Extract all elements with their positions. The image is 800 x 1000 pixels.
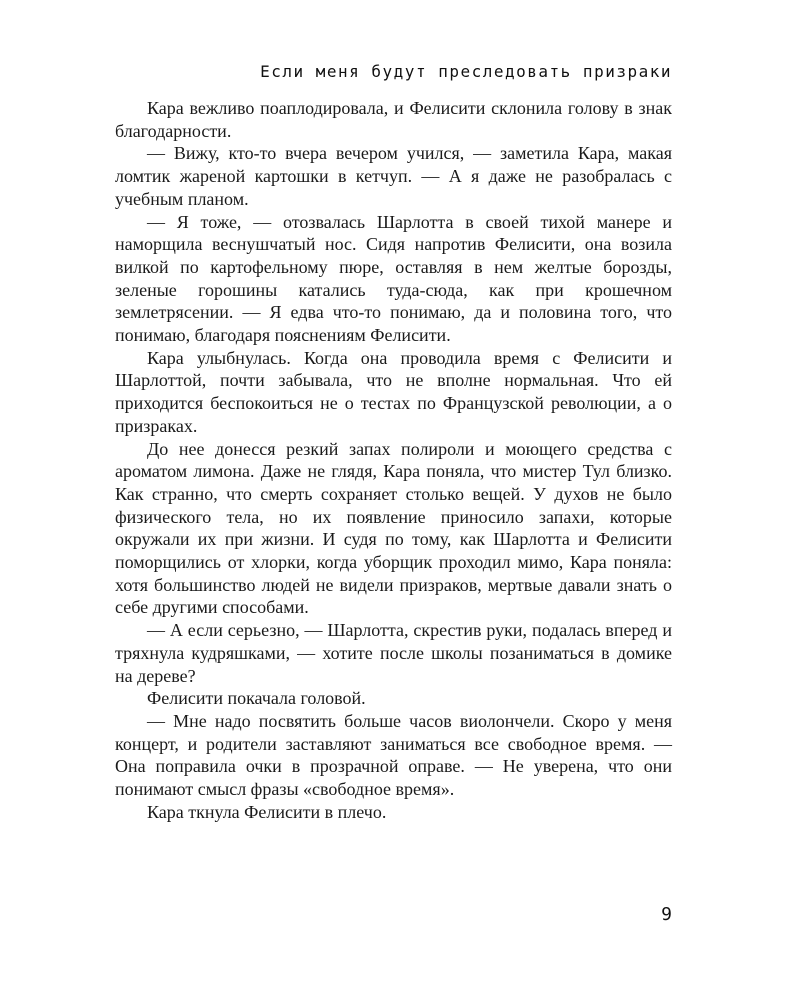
paragraph-6: — А если серьезно, — Шарлотта, скрестив руки, подалась вперед и тряхнула кудряшками, — хотите после школы позаниматься в домике на дереве? — [115, 620, 672, 686]
paragraph-3: — Я тоже, — отозвалась Шарлотта в своей тихой манере и наморщила веснушчатый нос. Сидя напротив Фелисити, она возила вилкой по картофельному пюре, оставляя в нем желтые борозды, зеленые горошины катались туда-сюда, как при крошечном землетрясении. — Я едва что-то понимаю, да и половина того, что понимаю, благодаря пояснениям Фелисити. — [115, 211, 672, 346]
paragraph-9: Кара ткнула Фелисити в плечо. — [147, 801, 387, 822]
paragraph-5: До нее донесся резкий запах полироли и моющего средства с ароматом лимона. Даже не глядя, Кара поняла, что мистер Тул близко. Как странно, что смерть сохраняет столько вещей. У духов не было физического тела, но их появление приносило запахи, которые окружали их при жизни. И судя по тому, как Шарлотта и Фелисити поморщились от хлорки, когда уборщик проходил мимо, Кара поняла: хотя большинство людей не видели призраков, мертвые давали знать о себе другими способами. — [115, 438, 672, 618]
paragraph-4: Кара улыбнулась. Когда она проводила время с Фелисити и Шарлоттой, почти забывала, что не вполне нормальная. Что ей приходится беспокоиться не о тестах по Французской революции, а о призраках. — [115, 347, 672, 436]
paragraph-2: — Вижу, кто-то вчера вечером учился, — заметила Кара, макая ломтик жареной картошки в кетчуп. — А я даже не разобралась с учебным планом. — [115, 143, 672, 209]
paragraph-8: — Мне надо посвятить больше часов виолончели. Скоро у меня концерт, и родители заставляют заниматься все свободное время. — Она поправила очки в прозрачной оправе. — Не уверена, что они понимают смысл фразы «свободное время». — [115, 710, 672, 800]
paragraph-1: Кара вежливо поаплодировала, и Фелисити склонила голову в знак благодарности. — [115, 98, 672, 141]
paragraph-7: Фелисити покачала головой. — [147, 688, 366, 709]
body-text — [115, 97, 672, 824]
page-number: 9 — [661, 904, 672, 925]
running-head: Если меня будут преследовать призраки — [260, 62, 672, 81]
